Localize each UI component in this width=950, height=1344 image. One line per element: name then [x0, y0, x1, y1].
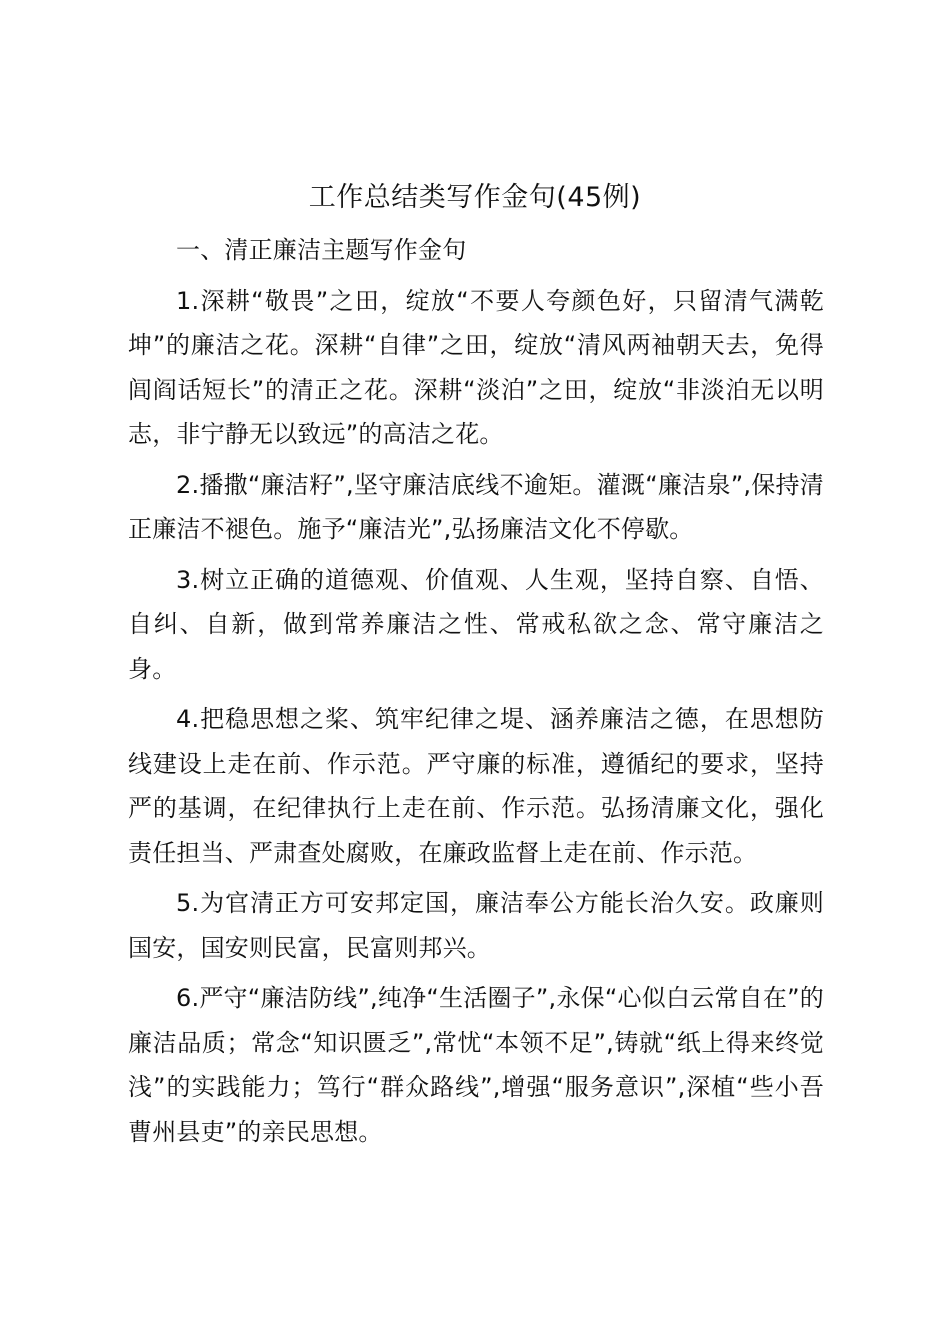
paragraph-2: 2.播撒“廉洁籽”,坚守廉洁底线不逾矩。灌溉“廉洁泉”,保持清正廉洁不褪色。施予“廉洁光”,弘扬廉洁文化不停歇。: [128, 470, 824, 543]
document-title: 工作总结类写作金句(45例): [308, 182, 642, 213]
document-body: [128, 228, 824, 1160]
paragraph-5: 5.为官清正方可安邦定国，廉洁奉公方能长治久安。政廉则国安，国安则民富，民富则邦兴。: [128, 889, 824, 962]
paragraph-6: 6.严守“廉洁防线”,纯净“生活圈子”,永保“心似白云常自在”的廉洁品质；常念“知识匮乏”,常忧“本领不足”,铸就“纸上得来终觉浅”的实践能力；笃行“群众路线”,增强“服务意识”,深植“些小吾曹州县吏”的亲民思想。: [128, 984, 824, 1146]
paragraph-3: 3.树立正确的道德观、价值观、人生观，坚持自察、自悟、自纠、自新，做到常养廉洁之性、常戒私欲之念、常守廉洁之身。: [128, 565, 824, 683]
section-heading: 一、清正廉洁主题写作金句: [176, 236, 467, 264]
paragraph-4: 4.把稳思想之桨、筑牢纪律之堤、涵养廉洁之德，在思想防线建设上走在前、作示范。严守廉的标准，遵循纪的要求，坚持严的基调，在纪律执行上走在前、作示范。弘扬清廉文化，强化责任担当、严肃查处腐败，在廉政监督上走在前、作示范。: [128, 705, 824, 867]
paragraph-1: 1.深耕“敬畏”之田，绽放“不要人夸颜色好，只留清气满乾坤”的廉洁之花。深耕“自律”之田，绽放“清风两袖朝天去，免得闾阎话短长”的清正之花。深耕“淡泊”之田，绽放“非淡泊无以明志，非宁静无以致远”的高洁之花。: [128, 286, 824, 448]
